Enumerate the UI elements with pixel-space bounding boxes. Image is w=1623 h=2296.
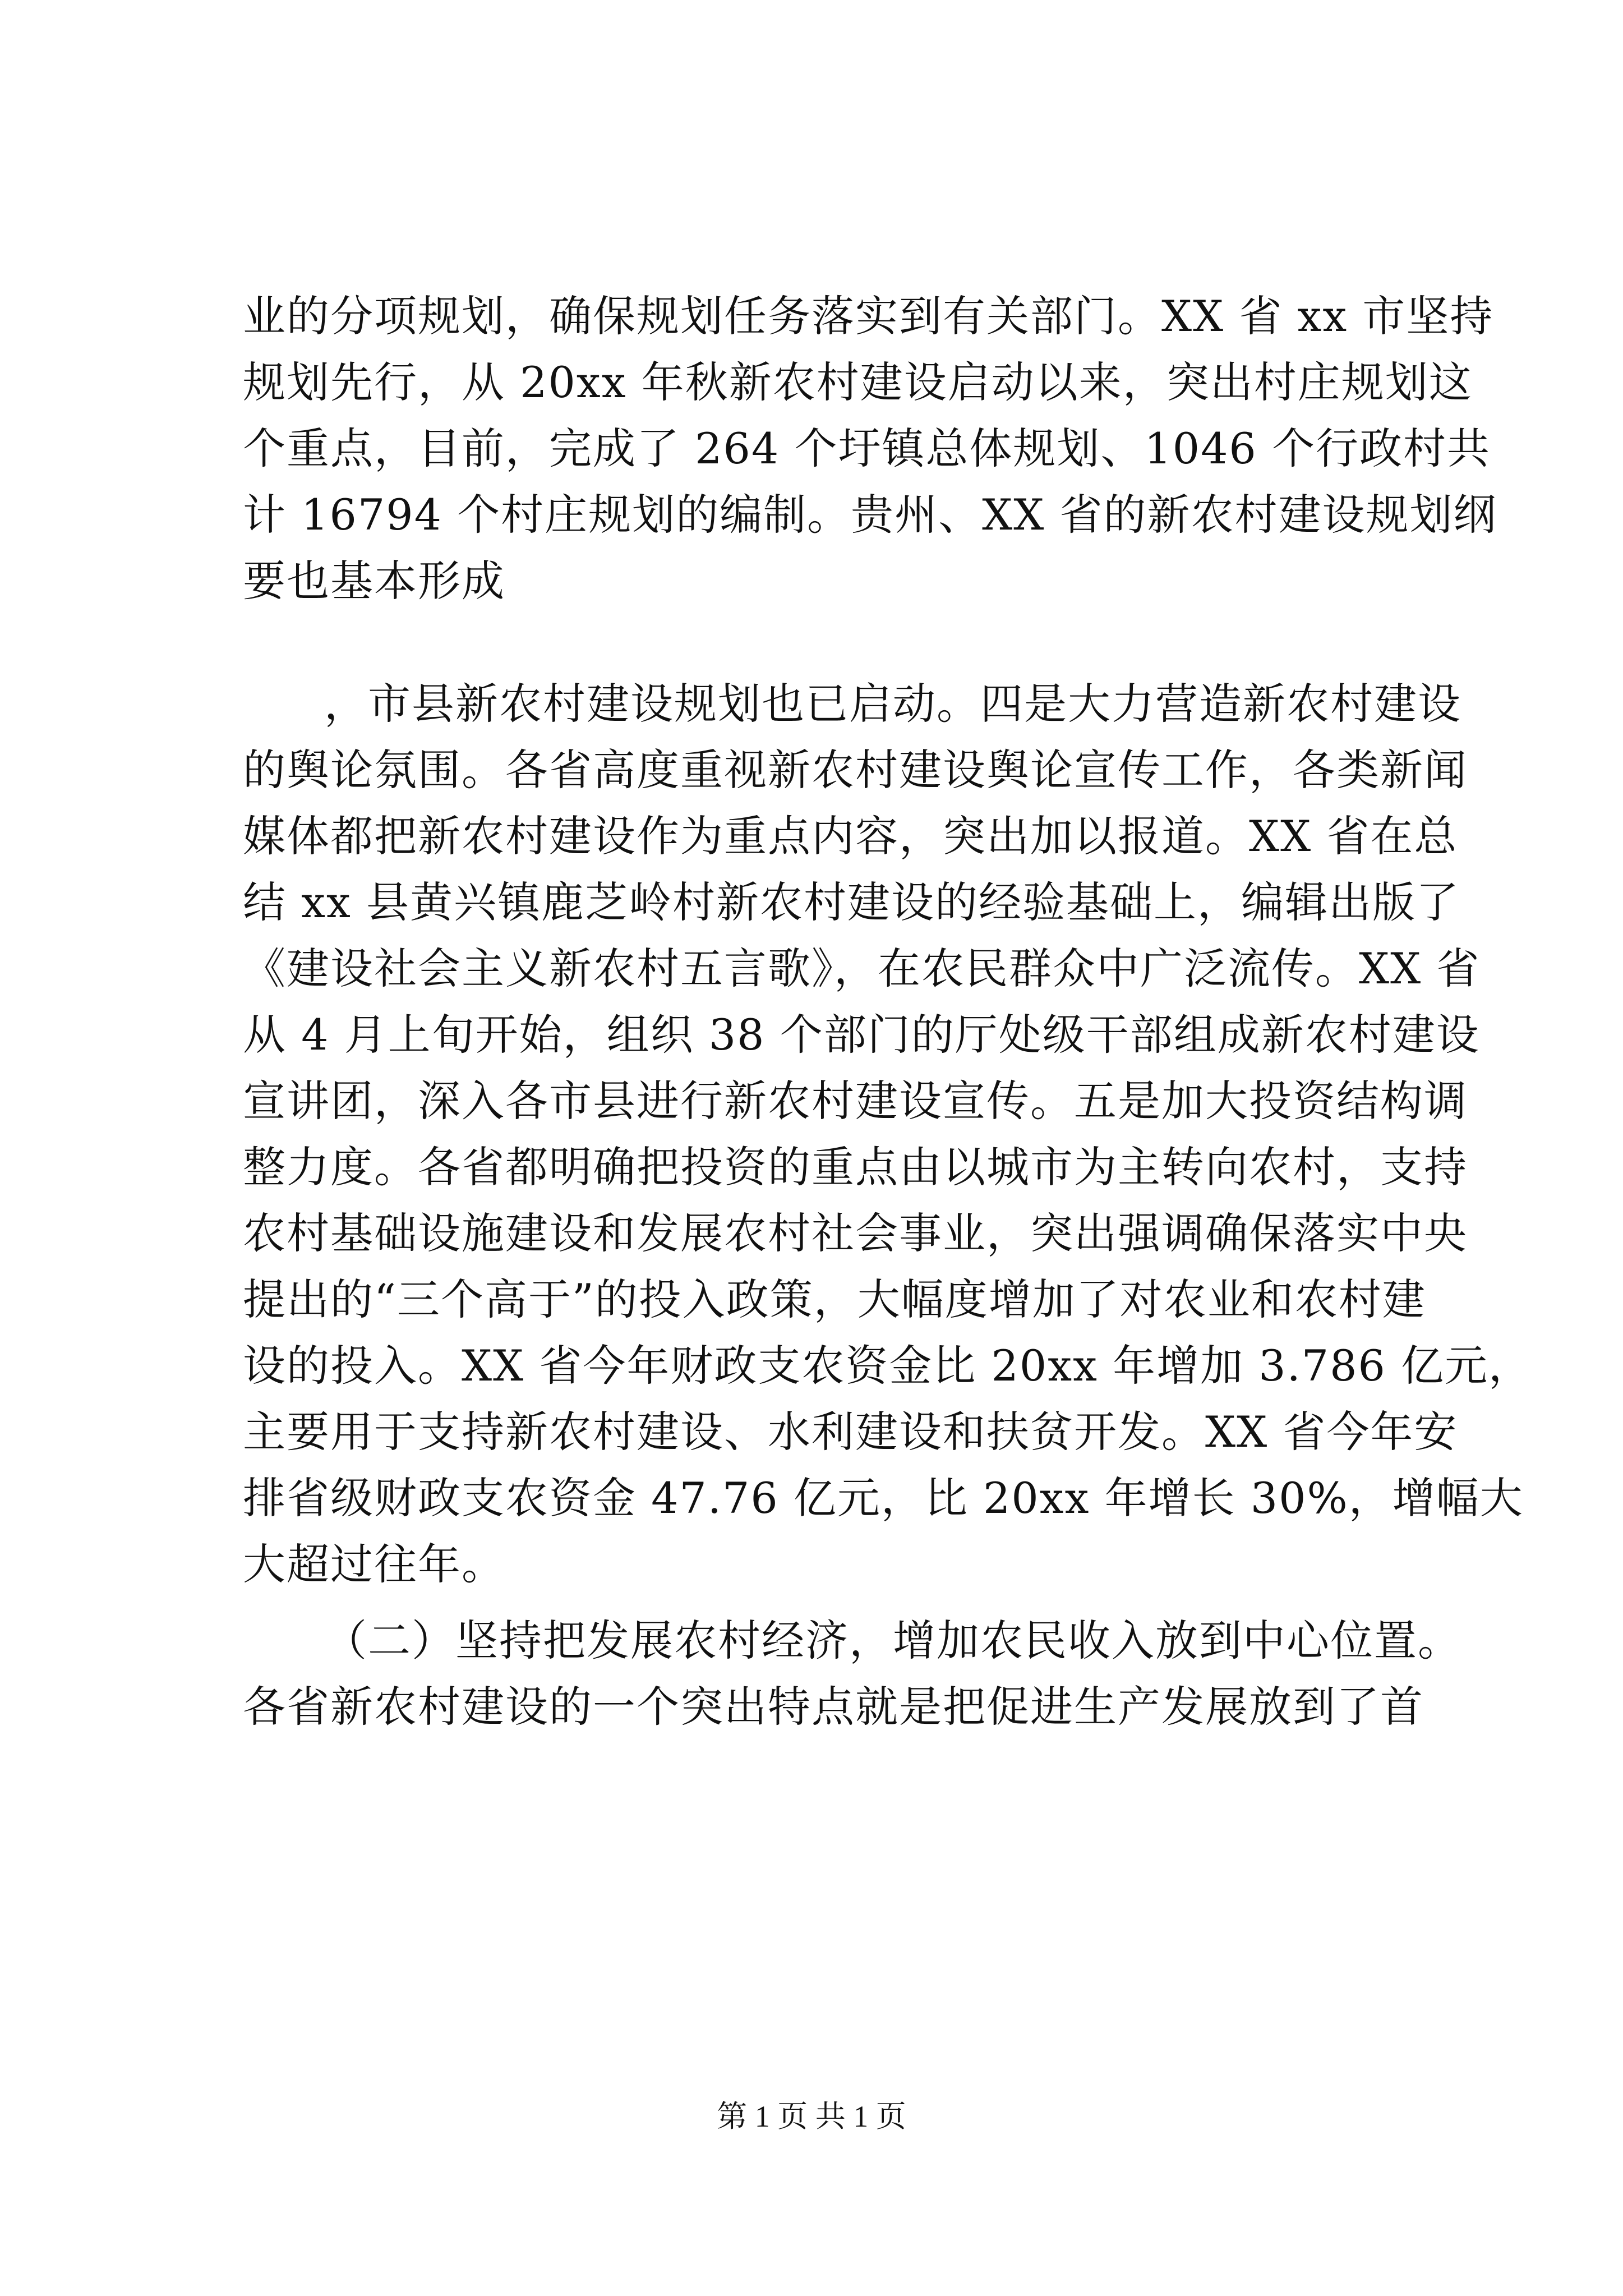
text-line: 主要用于支持新农村建设、水利建设和扶贫开发。XX 省今年安 bbox=[243, 1407, 1458, 1457]
page-number-footer: 第 1 页 共 1 页 bbox=[717, 2100, 906, 2133]
text-line: 要也基本形成 bbox=[243, 556, 505, 606]
text-line: 从 4 月上旬开始，组织 38 个部门的厅处级干部组成新农村建设 bbox=[243, 1010, 1480, 1060]
text-line: 的舆论氛围。各省高度重视新农村建设舆论宣传工作，各类新闻 bbox=[243, 745, 1468, 795]
text-line: 宣讲团，深入各市县进行新农村建设宣传。五是加大投资结构调 bbox=[243, 1076, 1468, 1126]
paragraph-start-line: ，市县新农村建设规划也已启动。四是大力营造新农村建设 bbox=[324, 679, 1461, 729]
text-line: 《建设社会主义新农村五言歌》，在农民群众中广泛流传。XX 省 bbox=[243, 944, 1481, 993]
text-line: 媒体都把新农村建设作为重点内容，突出加以报道。XX 省在总 bbox=[243, 811, 1458, 861]
section-heading-line: （二）坚持把发展农村经济，增加农民收入放到中心位置。 bbox=[324, 1616, 1461, 1665]
text-line: 提出的“三个高于”的投入政策，大幅度增加了对农业和农村建 bbox=[243, 1274, 1426, 1324]
text-line: 设的投入。XX 省今年财政支农资金比 20xx 年增加 3.786 亿元， bbox=[243, 1341, 1533, 1391]
text-line: 个重点，目前，完成了 264 个圩镇总体规划、1046 个行政村共 bbox=[243, 424, 1491, 473]
text-line: 排省级财政支农资金 47.76 亿元，比 20xx 年增长 30%，增幅大 bbox=[243, 1473, 1524, 1523]
text-line: 结 xx 县黄兴镇鹿芝岭村新农村建设的经验基础上，编辑出版了 bbox=[243, 877, 1460, 927]
text-line: 大超过往年。 bbox=[243, 1539, 505, 1589]
text-line: 计 16794 个村庄规划的编制。贵州、XX 省的新农村建设规划纲 bbox=[243, 490, 1497, 540]
text-line: 农村基础设施建设和发展农村社会事业，突出强调确保落实中央 bbox=[243, 1208, 1468, 1258]
text-line: 整力度。各省都明确把投资的重点由以城市为主转向农村，支持 bbox=[243, 1142, 1468, 1192]
text-line: 各省新农村建设的一个突出特点就是把促进生产发展放到了首 bbox=[243, 1682, 1424, 1732]
text-line: 业的分项规划，确保规划任务落实到有关部门。XX 省 xx 市坚持 bbox=[243, 291, 1494, 341]
text-line: 规划先行，从 20xx 年秋新农村建设启动以来，突出村庄规划这 bbox=[243, 357, 1473, 407]
